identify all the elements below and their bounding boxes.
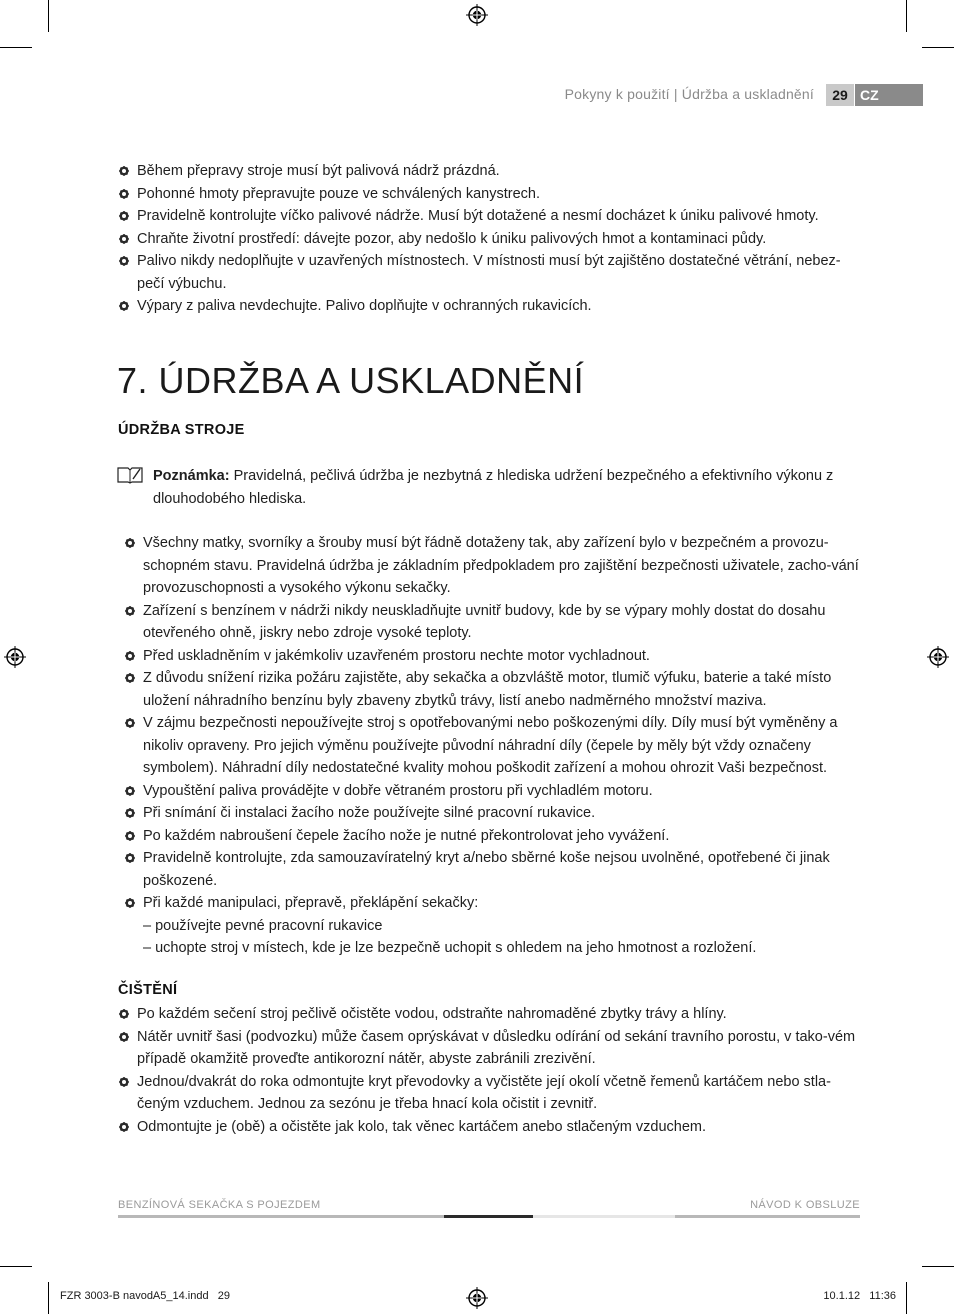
crop-mark	[922, 1266, 954, 1267]
bullet-icon	[124, 717, 136, 729]
footer-rule	[118, 1215, 444, 1218]
bullet-icon	[118, 233, 130, 245]
bullet-icon	[124, 807, 136, 819]
footer-left: BENZÍNOVÁ SEKAČKA S POJEZDEM	[118, 1199, 321, 1211]
list-item: Jednou/dvakrát do roka odmontujte kryt převodovky a vyčistěte její okolí včetně řemenů kartáčem nebo stla-čeným vzduchem. Jednou za sezónu je třeba hnací kola očistit i zevnitř.	[118, 1071, 863, 1116]
intro-bullet-list	[118, 160, 863, 318]
list-item: Chraňte životní prostředí: dávejte pozor, aby nedošlo k úniku palivových hmot a kontaminaci půdy.	[118, 228, 863, 251]
bullet-icon	[124, 650, 136, 662]
list-item: Z důvodu snížení rizika požáru zajistěte, aby sekačka a obzvláště motor, tlumič výfuku, baterie a také místo uložení náhradního benzínu byly zbaveny zbytků trávy, listí anebo nadměrného množství maziva.	[124, 667, 860, 712]
bullet-icon	[118, 210, 130, 222]
list-item: Výpary z paliva nevdechujte. Palivo doplňujte v ochranných rukavicích.	[118, 295, 863, 318]
crop-mark	[48, 1282, 49, 1314]
list-item: Všechny matky, svorníky a šrouby musí být řádně dotaženy tak, aby zařízení bylo v bezpečném a provozu-schopném stavu. Pravidelná údržba je základním předpokladem pro zajištění bezpečnosti uživatele, zacho-vání provozuschopnosti a vysokého výkonu sekačky.	[124, 532, 860, 600]
list-item: Po každém nabroušení čepele žacího nože je nutné překontrolovat jeho vyvážení.	[124, 825, 860, 848]
bullet-icon	[124, 672, 136, 684]
registration-mark-icon	[4, 646, 26, 668]
bullet-icon	[124, 897, 136, 909]
list-item: Při snímání či instalaci žacího nože používejte silné pracovní rukavice.	[124, 802, 860, 825]
bullet-icon	[118, 165, 130, 177]
print-slug-datetime: 10.1.12 11:36	[823, 1290, 896, 1302]
section-heading-cleaning: ČIŠTĚNÍ	[118, 982, 178, 998]
bullet-icon	[124, 785, 136, 797]
language-tab: CZ	[855, 84, 923, 106]
bullet-icon	[124, 830, 136, 842]
list-item: Při každé manipulaci, přepravě, překlápění sekačky: – používejte pevné pracovní rukavice – uchopte stroj v místech, kde je lze bezpečně uchopit s ohledem na jeho hmotnost a rozložení.	[124, 892, 860, 960]
bullet-icon	[124, 537, 136, 549]
list-item: V zájmu bezpečnosti nepoužívejte stroj s opotřebovanými nebo poškozenými díly. Díly musí být vyměněny a nikoliv opraveny. Pro jejich výměnu používejte původní náhradní díly (čepele by měly být vždy označeny symbolem). Náhradní díly nedostatečné kvality mohou poškodit zařízení a mohou ohrozit Vaši bezpečnost.	[124, 712, 860, 780]
footer-right: NÁVOD K OBSLUZE	[750, 1199, 860, 1211]
bullet-icon	[118, 255, 130, 267]
bullet-icon	[118, 1008, 130, 1020]
crop-mark	[0, 47, 32, 48]
registration-mark-icon	[466, 1287, 488, 1309]
list-item: Pohonné hmoty přepravujte pouze ve schválených kanystrech.	[118, 183, 863, 206]
bullet-icon	[118, 1076, 130, 1088]
list-item: Během přepravy stroje musí být palivová nádrž prázdná.	[118, 160, 863, 183]
footer-rule	[444, 1215, 533, 1218]
crop-mark	[922, 47, 954, 48]
note-book-icon	[117, 466, 143, 484]
list-item: Vypouštění paliva provádějte v dobře větraném prostoru při vychladlém motoru.	[124, 780, 860, 803]
crop-mark	[906, 1282, 907, 1314]
list-item: Palivo nikdy nedoplňujte v uzavřených místnostech. V místnosti musí být zajištěno dostatečné větrání, nebez-pečí výbuchu.	[118, 250, 863, 295]
cleaning-bullet-list	[118, 1003, 863, 1138]
footer-rule	[533, 1215, 675, 1218]
crop-mark	[0, 1266, 32, 1267]
maintenance-bullet-list	[124, 532, 860, 960]
print-slug-file: FZR 3003-B navodA5_14.indd 29	[60, 1290, 231, 1302]
running-header: Pokyny k použití | Údržba a uskladnění	[564, 86, 814, 102]
sub-item: – uchopte stroj v místech, kde je lze bezpečně uchopit s ohledem na jeho hmotnost a rozložení.	[143, 940, 757, 956]
list-item: Pravidelně kontrolujte víčko palivové nádrže. Musí být dotažené a nesmí docházet k úniku palivové hmoty.	[118, 205, 863, 228]
list-item: Po každém sečení stroj pečlivě očistěte vodou, odstraňte nahromaděné zbytky trávy a hlíny.	[118, 1003, 863, 1026]
registration-mark-icon	[466, 4, 488, 26]
list-item: Zařízení s benzínem v nádrži nikdy neuskladňujte uvnitř budovy, kde by se výpary mohly dostat do dosahu otevřeného ohně, jiskry nebo zdroje vysoké teploty.	[124, 600, 860, 645]
bullet-icon	[118, 300, 130, 312]
bullet-icon	[124, 852, 136, 864]
registration-mark-icon	[927, 646, 949, 668]
sub-item: – používejte pevné pracovní rukavice	[143, 917, 383, 934]
note-text: Pravidelná, pečlivá údržba je nezbytná z hlediska udržení bezpečného a efektivního výkonu z dlouhodobého hlediska.	[153, 468, 834, 507]
bullet-icon	[118, 188, 130, 200]
list-item: Před uskladněním v jakémkoliv uzavřeném prostoru nechte motor vychladnout.	[124, 645, 860, 668]
note-paragraph	[153, 465, 863, 510]
bullet-icon	[118, 1121, 130, 1133]
crop-mark	[48, 0, 49, 32]
bullet-icon	[124, 605, 136, 617]
list-item: Pravidelně kontrolujte, zda samouzavíratelný kryt a/nebo sběrné koše nejsou uvolněné, opotřebené či jinak poškozené.	[124, 847, 860, 892]
list-item: Nátěr uvnitř šasi (podvozku) může časem oprýskávat v důsledku odírání od sekání travního porostu, v tako-vém případě okamžitě proveďte antikorozní nátěr, abyste zabránili zrezivění.	[118, 1026, 863, 1071]
footer-rule	[675, 1215, 860, 1218]
note-label: Poznámka:	[153, 468, 230, 484]
list-item: Odmontujte je (obě) a očistěte jak kolo, tak věnec kartáčem anebo stlačeným vzduchem.	[118, 1116, 863, 1139]
bullet-icon	[118, 1031, 130, 1043]
section-heading-maintenance: ÚDRŽBA STROJE	[118, 422, 245, 438]
page-number: 29	[826, 84, 854, 106]
chapter-title: 7. ÚDRŽBA A USKLADNĚNÍ	[117, 360, 585, 401]
crop-mark	[906, 0, 907, 32]
